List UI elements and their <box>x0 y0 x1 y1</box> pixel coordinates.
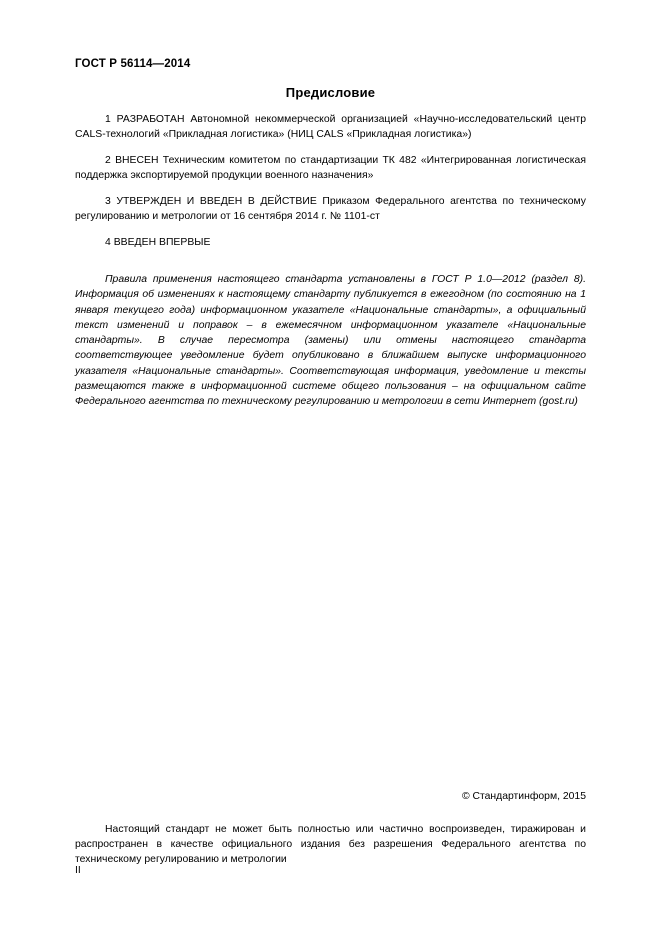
foreword-item-4: 4 ВВЕДЕН ВПЕРВЫЕ <box>105 236 211 248</box>
application-rules-notice <box>75 272 586 410</box>
foreword-item-1: 1 РАЗРАБОТАН Автономной некоммерческой организацией «Научно-исследовательский центр CALS-технологий «Прикладная логистика» (НИЦ CALS «Прикладная логистика») <box>75 114 586 141</box>
foreword-item-2: 2 ВНЕСЕН Техническим комитетом по стандартизации ТК 482 «Интегрированная логистическая поддержка экспортируемой продукции военного назначения» <box>75 154 586 182</box>
foreword-items-list <box>75 112 586 250</box>
page-title: Предисловие <box>285 85 376 100</box>
copyright-notice: © Стандартинформ, 2015 <box>461 791 586 802</box>
disclaimer-text: Настоящий стандарт не может быть полностью или частично воспроизведен, тиражирован и распространен в качестве официального издания без разрешения Федерального агентства по техническому регулированию и метрологии <box>75 824 586 866</box>
notice-text: Правила применения настоящего стандарта установлены в ГОСТ Р 1.0—2012 (раздел 8). Информация об изменениях к настоящему стандарту публикуется в ежегодном (по состоянию на 1 января текущего года) информационном указателе «Национальные стандарты», а официальный текст изменений и поправок – в ежемесячном информационном указателе «Национальные стандарты». В случае пересмотра (замены) или отмены настоящего стандарта соответствующее уведомление будет опубликовано в ближайшем выпуске информационного указателя «Национальные стандарты». Соответствующая информация, уведомление и тексты размещаются также в информационной системе общего пользования – на официальном сайте Федерального агентства по техническому регулированию и метрологии в сети Интернет (gost.ru) <box>75 274 586 408</box>
page-number: II <box>75 865 81 876</box>
foreword-item-3: 3 УТВЕРЖДЕН И ВВЕДЕН В ДЕЙСТВИЕ Приказом Федерального агентства по техническому регулированию и метрологии от 16 сентября 2014 г. № 1101-ст <box>75 195 586 223</box>
reproduction-disclaimer <box>75 822 586 868</box>
standard-designation-header: ГОСТ Р 56114—2014 <box>75 58 191 70</box>
